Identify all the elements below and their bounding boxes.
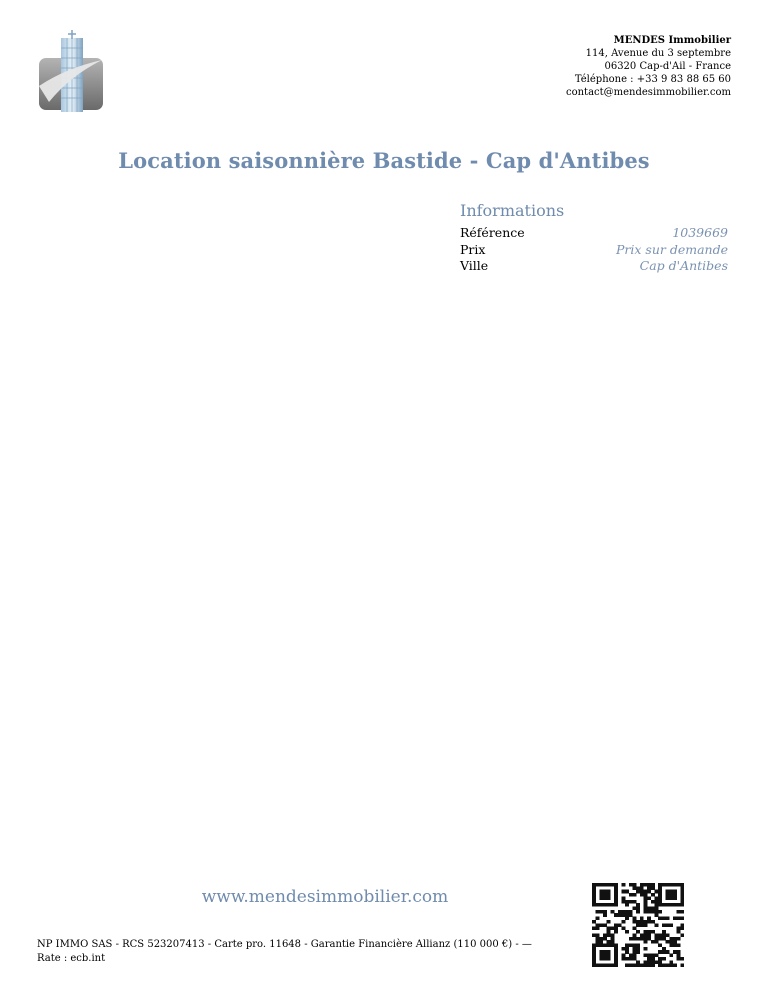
legal-notice [37, 938, 567, 966]
listing-title: Location saisonnière Bastide - Cap d'Antibes [118, 148, 650, 173]
agency-phone: Téléphone : +33 9 83 88 65 60 [574, 74, 731, 85]
info-row-reference [460, 225, 728, 242]
agency-name: MENDES Immobilier [613, 35, 731, 46]
informations-heading: Informations [460, 201, 565, 220]
info-value: 1039669 [672, 225, 728, 240]
rate-source: Rate : ecb.int [37, 953, 106, 964]
agency-city: 06320 Cap-d'Ail - France [604, 61, 731, 72]
info-row-price [460, 242, 728, 259]
info-label: Référence [460, 225, 525, 240]
agency-email: contact@mendesimmobilier.com [565, 87, 731, 98]
agency-contact-block [566, 34, 731, 99]
legal-line: NP IMMO SAS - RCS 523207413 - Carte pro. 11648 - Garantie Financière Allianz (110 000 €) - — [37, 939, 532, 950]
info-row-city [460, 258, 728, 275]
qr-code-icon [592, 883, 684, 967]
info-label: Ville [460, 258, 489, 273]
info-value: Prix sur demande [616, 241, 728, 257]
agency-address: 114, Avenue du 3 septembre [585, 48, 731, 59]
agency-logo-icon [36, 30, 106, 112]
info-value: Cap d'Antibes [639, 258, 728, 273]
informations-panel [460, 201, 728, 275]
website-link[interactable]: www.mendesimmobilier.com [201, 887, 449, 907]
info-label: Prix [460, 241, 486, 257]
